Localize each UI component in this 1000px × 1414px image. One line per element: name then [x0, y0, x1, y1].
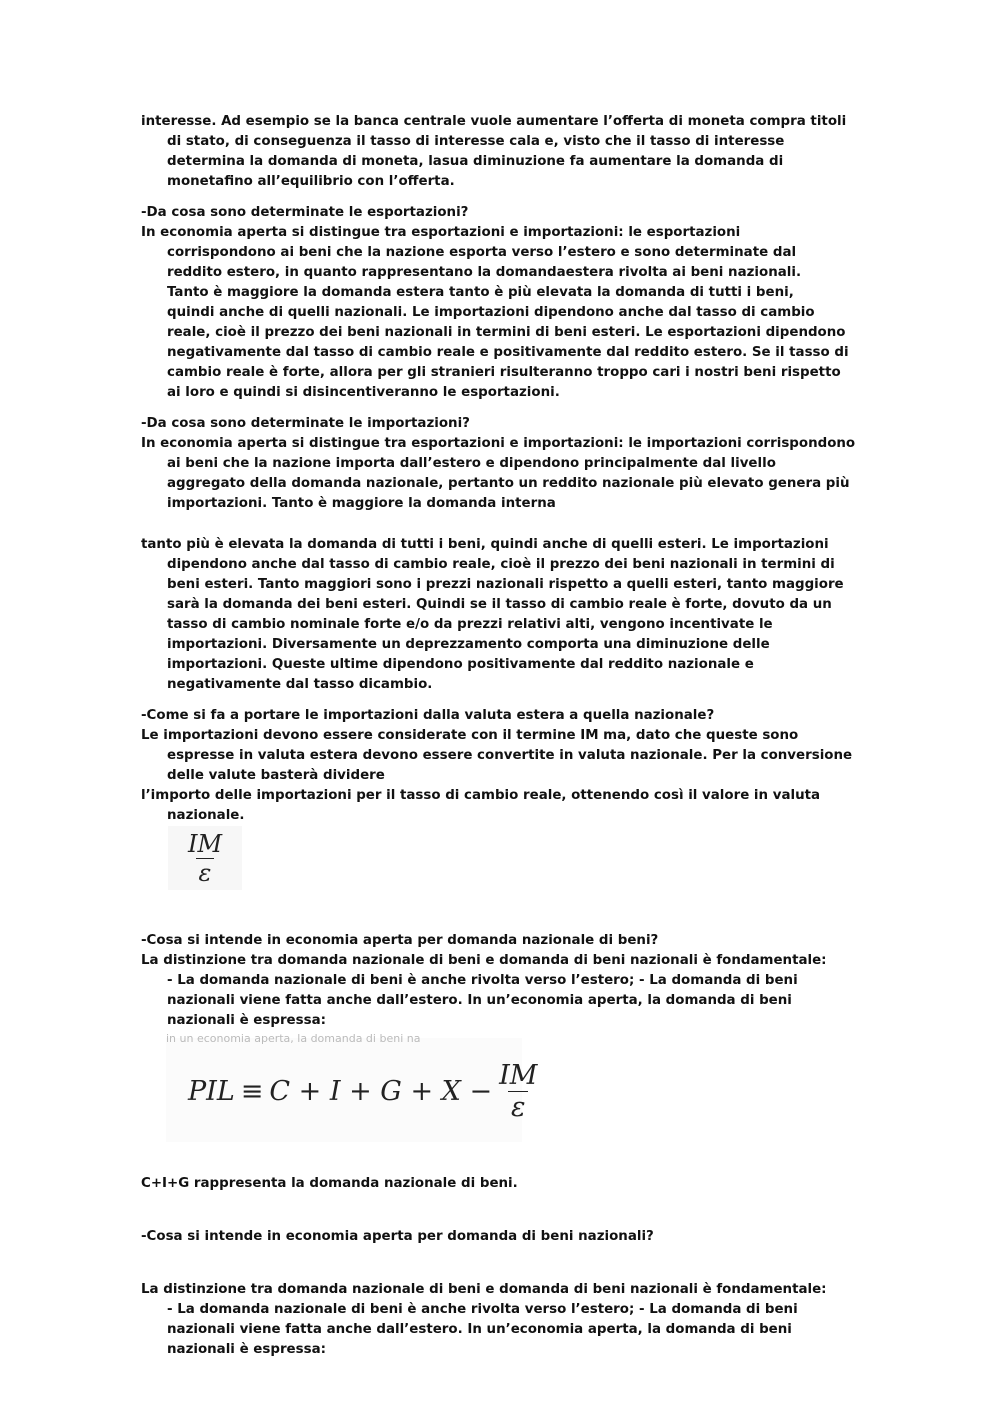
text-line: determina la domanda di moneta, lasua diminuzione fa aumentare la domanda di	[167, 154, 784, 169]
text-line: dipendono anche dal tasso di cambio reale, cioè il prezzo dei beni nazionali in termini di	[167, 557, 835, 572]
text-line: negativamente dal tasso dicambio.	[167, 677, 433, 692]
fraction-numerator: IM	[499, 1060, 538, 1091]
text-line: ai loro e quindi si disincentiveranno le esportazioni.	[167, 385, 560, 400]
text-line: beni esteri. Tanto maggiori sono i prezzi nazionali rispetto a quelli esteri, tanto maggiore	[167, 577, 844, 592]
text-line: La distinzione tra domanda nazionale di beni e domanda di beni nazionali è fondamentale:	[141, 953, 827, 968]
text-line: monetafino all’equilibrio con l’offerta.	[167, 174, 455, 189]
text-line: C+I+G rappresenta la domanda nazionale di beni.	[141, 1176, 518, 1191]
text-line: nazionale.	[167, 808, 245, 823]
question-heading: -Cosa si intende in economia aperta per domanda di beni nazionali?	[141, 1229, 654, 1244]
question-heading: -Come si fa a portare le importazioni dalla valuta estera a quella nazionale?	[141, 708, 715, 723]
formula-equiv: ≡	[240, 1076, 264, 1107]
formula-expression	[188, 1060, 540, 1123]
text-line: ai beni che la nazione importa dall’estero e dipendono principalmente dal livello	[167, 456, 776, 471]
text-line: In economia aperta si distingue tra esportazioni e importazioni: le esportazioni	[141, 225, 741, 240]
formula-pil	[166, 1032, 538, 1142]
text-line: importazioni. Queste ultime dipendono positivamente dal reddito nazionale e	[167, 657, 754, 672]
question-heading: -Cosa si intende in economia aperta per domanda nazionale di beni?	[141, 933, 659, 948]
section-domestic-demand	[141, 931, 831, 1031]
fraction	[185, 830, 225, 887]
text-line: Tanto è maggiore la domanda estera tanto è più elevata la domanda di tutti i beni,	[167, 285, 794, 300]
text-line: nazionali è espressa:	[167, 1013, 326, 1028]
formula-im-over-epsilon	[168, 826, 242, 890]
section-conversion	[141, 706, 853, 826]
section-national-goods	[141, 1280, 831, 1360]
text-line: tasso di cambio nominale forte e/o da prezzi relativi alti, vengono incentivate le	[167, 617, 773, 632]
text-line: corrispondono ai beni che la nazione esporta verso l’estero e sono determinate dal	[167, 245, 797, 260]
question-heading: -Da cosa sono determinate le esportazioni?	[141, 205, 469, 220]
text-line: interesse. Ad esempio se la banca centrale vuole aumentare l’offerta di moneta compra titoli	[141, 114, 847, 129]
fraction-denominator: ε	[196, 858, 215, 887]
text-line: espresse in valuta estera devono essere convertite in valuta nazionale. Per la conversione	[167, 748, 853, 763]
paragraph-interest	[141, 112, 847, 192]
text-line: aggregato della domanda nazionale, pertanto un reddito nazionale più elevato genera più	[167, 476, 850, 491]
text-line: Le importazioni devono essere considerate con il termine IM ma, dato che queste sono	[141, 728, 799, 743]
text-line: nazionali viene fatta anche dall’estero. In un’economia aperta, la domanda di beni	[167, 1322, 792, 1337]
faded-caption: in un economia aperta, la domanda di beni na	[166, 1032, 421, 1045]
text-line: di stato, di conseguenza il tasso di interesse cala e, visto che il tasso di interesse	[167, 134, 785, 149]
section-exports	[141, 203, 849, 403]
question-national-goods	[141, 1227, 831, 1247]
text-line: reddito estero, in quanto rappresentano la domandaestera rivolta ai beni nazionali.	[167, 265, 802, 280]
formula-lhs: PIL	[188, 1076, 235, 1107]
question-heading: -Da cosa sono determinate le importazioni?	[141, 416, 470, 431]
text-line: importazioni. Tanto è maggiore la domanda interna	[167, 496, 556, 511]
formula-rhs: C + I + G + X −	[269, 1076, 493, 1107]
fraction	[496, 1060, 540, 1123]
text-line: sarà la domanda dei beni esteri. Quindi se il tasso di cambio reale è forte, dovuto da un	[167, 597, 832, 612]
text-line: - La domanda nazionale di beni è anche rivolta verso l’estero; - La domanda di beni	[167, 973, 798, 988]
text-line: quindi anche di quelli nazionali. Le importazioni dipendono anche dal tasso di cambio	[167, 305, 815, 320]
section-imports	[141, 414, 856, 514]
text-line: negativamente dal tasso di cambio reale e positivamente dal reddito estero. Se il tasso di	[167, 345, 849, 360]
text-line: In economia aperta si distingue tra esportazioni e importazioni: le importazioni corrispondono	[141, 436, 856, 451]
text-line: cambio reale è forte, allora per gli stranieri risulteranno troppo cari i nostri beni rispetto	[167, 365, 841, 380]
fraction-numerator: IM	[187, 829, 223, 858]
text-line: reale, cioè il prezzo dei beni nazionali in termini di beni esteri. Le esportazioni dipendono	[167, 325, 846, 340]
note-cig	[141, 1174, 831, 1194]
text-line: La distinzione tra domanda nazionale di beni e domanda di beni nazionali è fondamentale:	[141, 1282, 827, 1297]
text-line: tanto più è elevata la domanda di tutti i beni, quindi anche di quelli esteri. Le importazioni	[141, 537, 829, 552]
text-line: l’importo delle importazioni per il tasso di cambio reale, ottenendo così il valore in valuta	[141, 788, 821, 803]
text-line: nazionali viene fatta anche dall’estero. In un’economia aperta, la domanda di beni	[167, 993, 792, 1008]
text-line: delle valute basterà dividere	[167, 768, 385, 783]
fraction-denominator: ε	[508, 1091, 529, 1123]
section-imports-continued	[141, 535, 844, 695]
text-line: - La domanda nazionale di beni è anche rivolta verso l’estero; - La domanda di beni	[167, 1302, 798, 1317]
text-line: importazioni. Diversamente un deprezzamento comporta una diminuzione delle	[167, 637, 770, 652]
text-line: nazionali è espressa:	[167, 1342, 326, 1357]
